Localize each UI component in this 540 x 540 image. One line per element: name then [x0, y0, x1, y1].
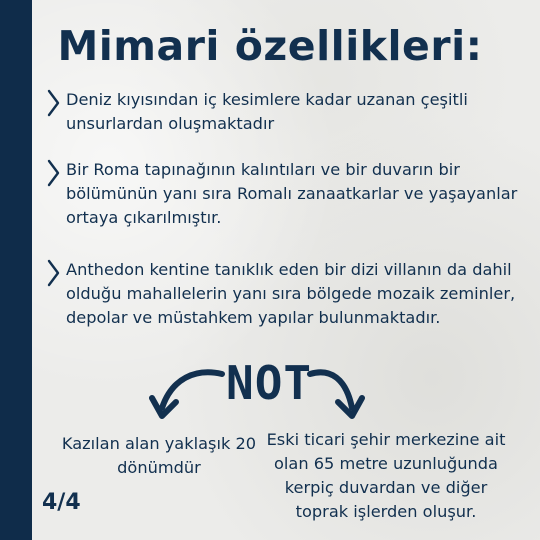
chevron-right-icon	[44, 158, 64, 188]
side-bar	[0, 0, 32, 540]
bullet-item	[44, 88, 534, 136]
bullet-text: Deniz kıyısından iç kesimlere kadar uzanan çeşitli unsurlardan oluşmaktadır	[66, 90, 468, 133]
chevron-right-icon	[44, 258, 64, 288]
page-title: Mimari özellikleri:	[57, 22, 483, 70]
curved-arrow-left-icon	[148, 364, 228, 424]
page-number: 4/4	[42, 490, 81, 515]
note-label: NOT	[226, 356, 313, 410]
bullet-item	[44, 258, 534, 330]
bullet-item	[44, 158, 534, 230]
bullet-text: Anthedon kentine tanıklık eden bir dizi villanın da dahil olduğu mahallelerin yanı sıra bölgede mozaik zeminler, depolar ve müstahkem yapılar bulunmaktadır.	[66, 260, 516, 327]
chevron-right-icon	[44, 88, 64, 118]
bullet-text: Bir Roma tapınağının kalıntıları ve bir duvarın bir bölümünün yanı sıra Romalı zanaatkarlar ve yaşayanlar ortaya çıkarılmıştır.	[66, 160, 518, 227]
curved-arrow-right-icon	[306, 364, 366, 424]
note-right-text: Eski ticari şehir merkezine ait olan 65 metre uzunluğunda kerpiç duvardan ve diğer toprak işlerden oluşur.	[266, 430, 506, 521]
note-left-text: Kazılan alan yaklaşık 20 dönümdür	[61, 434, 257, 477]
